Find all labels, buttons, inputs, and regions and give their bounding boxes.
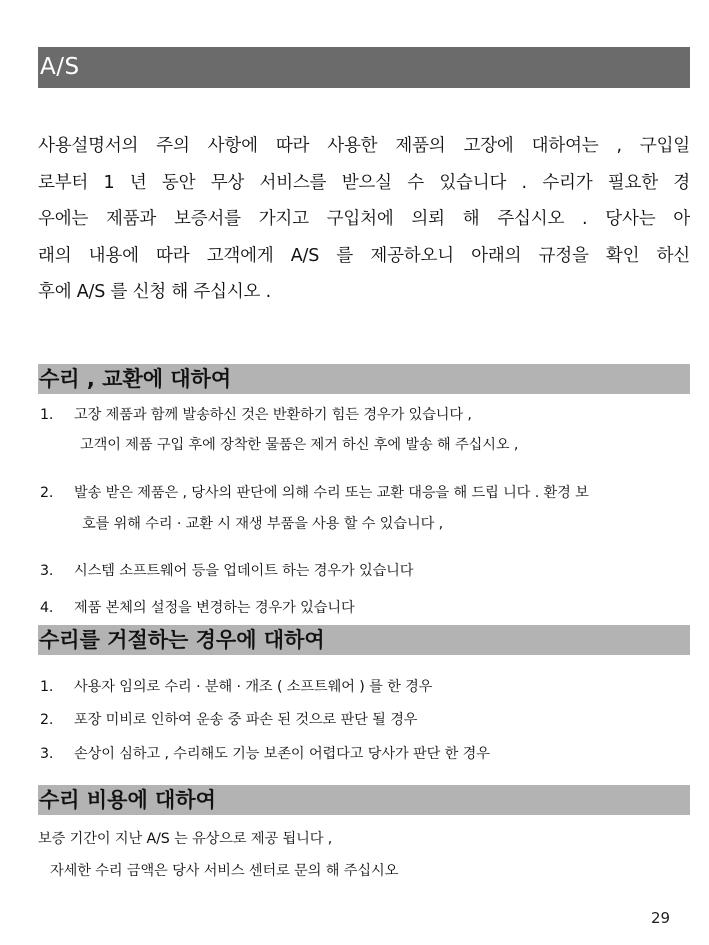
item-text: 발송 받은 제품은 , 당사의 판단에 의해 수리 또는 교환 대응을 해 드립 니다 . 환경 보 bbox=[74, 485, 589, 501]
list-item bbox=[40, 709, 690, 729]
item-subtext: 고객이 제품 구입 후에 장착한 물품은 제거 하신 후에 발송 해 주십시오 , bbox=[80, 437, 519, 453]
intro-line: 래의 내용에 따라 고객에게 A/S 를 제공하오니 아래의 규정을 확인 하신 bbox=[38, 245, 690, 266]
item-number: 3. bbox=[40, 563, 54, 579]
item-number: 4. bbox=[40, 600, 54, 616]
intro-line: 로부터 1 년 동안 무상 서비스를 받으실 수 있습니다 . 수리가 필요한 경 bbox=[38, 172, 690, 193]
item-number: 2. bbox=[40, 485, 54, 501]
item-number: 1. bbox=[40, 407, 54, 423]
list-item bbox=[40, 560, 690, 580]
item-number: 2. bbox=[40, 712, 54, 728]
section-heading-repair-exchange: 수리 , 교환에 대하여 bbox=[38, 364, 690, 394]
item-number: 1. bbox=[40, 679, 54, 695]
intro-line: 우에는 제품과 보증서를 가지고 구입처에 의뢰 해 주십시오 . 당사는 아 bbox=[38, 209, 690, 229]
section-heading-repair-cost: 수리 비용에 대하여 bbox=[38, 785, 690, 815]
item-text: 사용자 임의로 수리 · 분해 · 개조 ( 소프트웨어 ) 를 한 경우 bbox=[74, 679, 433, 695]
cost-line: 보증 기간이 지난 A/S 는 유상으로 제공 됩니다 , bbox=[38, 831, 333, 847]
list-item bbox=[40, 482, 690, 502]
intro-line: 사용설명서의 주의 사항에 따라 사용한 제품의 고장에 대하여는 , 구입일 bbox=[38, 136, 690, 156]
section-heading-refusal: 수리를 거절하는 경우에 대하여 bbox=[38, 625, 690, 655]
item-text: 포장 미비로 인하여 운송 중 파손 된 것으로 판단 될 경우 bbox=[74, 712, 418, 728]
page-title: A/S bbox=[38, 47, 690, 88]
item-number: 3. bbox=[40, 746, 54, 762]
list-item bbox=[40, 676, 690, 696]
item-text: 제품 본체의 설정을 변경하는 경우가 있습니다 bbox=[74, 600, 355, 616]
cost-line: 자세한 수리 금액은 당사 서비스 센터로 문의 해 주십시오 bbox=[50, 863, 399, 879]
list-item bbox=[40, 743, 690, 763]
item-text: 시스템 소프트웨어 등을 업데이트 하는 경우가 있습니다 bbox=[74, 563, 414, 579]
item-text: 고장 제품과 함께 발송하신 것은 반환하기 힘든 경우가 있습니다 , bbox=[74, 407, 472, 423]
item-subtext: 호를 위해 수리 · 교환 시 재생 부품을 사용 할 수 있습니다 , bbox=[82, 516, 444, 532]
intro-paragraph bbox=[38, 128, 690, 311]
list-item bbox=[40, 404, 690, 424]
item-text: 손상이 심하고 , 수리해도 기능 보존이 어렵다고 당사가 판단 한 경우 bbox=[74, 746, 490, 762]
list-item bbox=[40, 597, 690, 617]
page-number: 29 bbox=[651, 909, 671, 927]
intro-line: 후에 A/S 를 신청 해 주십시오 . bbox=[38, 282, 271, 302]
